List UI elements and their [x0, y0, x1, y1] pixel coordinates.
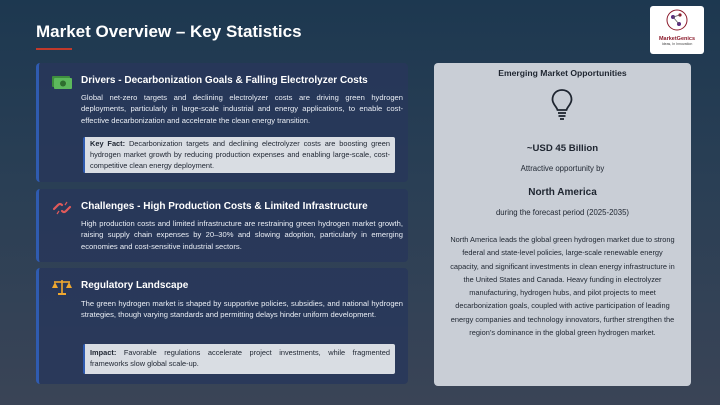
challenges-body: High production costs and limited infrastructure are restraining green hydrogen market growth, raising supply chain expenses by 20–30% and slowing adoption, particularly in emerging economies and cost-sensitive industrial sectors.	[81, 219, 403, 251]
title-underline	[36, 48, 72, 50]
logo-name: MarketGenics	[658, 36, 696, 42]
market-amount: ~USD 45 Billion	[526, 143, 599, 154]
logo-tagline: Ideas, In Innovation	[661, 42, 693, 46]
key-fact-label: Key Fact:	[90, 139, 126, 148]
forecast-period: during the forecast period (2025-2035)	[495, 208, 630, 217]
regulatory-body: The green hydrogen market is shaped by supportive policies, subsidies, and national hydrogen strategies, though varying standards and permitting delays hinder uniform development.	[81, 299, 403, 320]
opportunity-line: Attractive opportunity by	[520, 164, 605, 173]
drivers-key-fact	[83, 137, 395, 173]
lightbulb-icon	[550, 87, 574, 123]
challenges-card	[36, 189, 408, 262]
drivers-body: Global net-zero targets and declining electrolyzer costs are driving green hydrogen deployments, particularly in large-scale industrial and energy applications, to enable cost-effective decarbonization and accelerate the clean energy transition.	[81, 93, 403, 125]
regulatory-impact	[83, 344, 395, 374]
money-icon	[51, 73, 73, 91]
page-title: Market Overview – Key Statistics	[36, 22, 302, 41]
impact-label: Impact:	[90, 348, 117, 357]
challenges-heading: Challenges - High Production Costs & Limited Infrastructure	[81, 201, 368, 212]
region-description: North America leads the global green hydrogen market due to strong federal and state-level policies, large-scale renewable energy capacity, and significant investments in clean energy infrastructure in the United States and Canada. Heavy funding in electrolyzer manufacturing, hydrogen hubs, and pilot projects to meet decarbonization goals, coupled with active participation of leading energy companies and technology innovators, further strengthen the region’s dominance in the global green hydrogen market.	[450, 235, 675, 338]
drivers-card	[36, 63, 408, 182]
opportunities-panel	[434, 63, 691, 386]
panel-title: Emerging Market Opportunities	[498, 68, 627, 78]
region-name: North America	[528, 187, 597, 198]
impact-text: Favorable regulations accelerate project investments, while fragmented frameworks slow global scale-up.	[90, 348, 390, 368]
regulatory-card	[36, 268, 408, 384]
logo-icon	[666, 9, 688, 31]
scales-icon	[51, 278, 73, 296]
broken-link-icon	[51, 199, 73, 217]
key-fact-text: Decarbonization targets and declining electrolyzer costs are boosting green hydrogen market growth by reducing production expenses and enabling large-scale, cost-competitive clean energy deployment.	[90, 139, 390, 170]
company-logo	[650, 6, 704, 54]
drivers-heading: Drivers - Decarbonization Goals & Falling Electrolyzer Costs	[81, 75, 368, 86]
regulatory-heading: Regulatory Landscape	[81, 280, 189, 291]
